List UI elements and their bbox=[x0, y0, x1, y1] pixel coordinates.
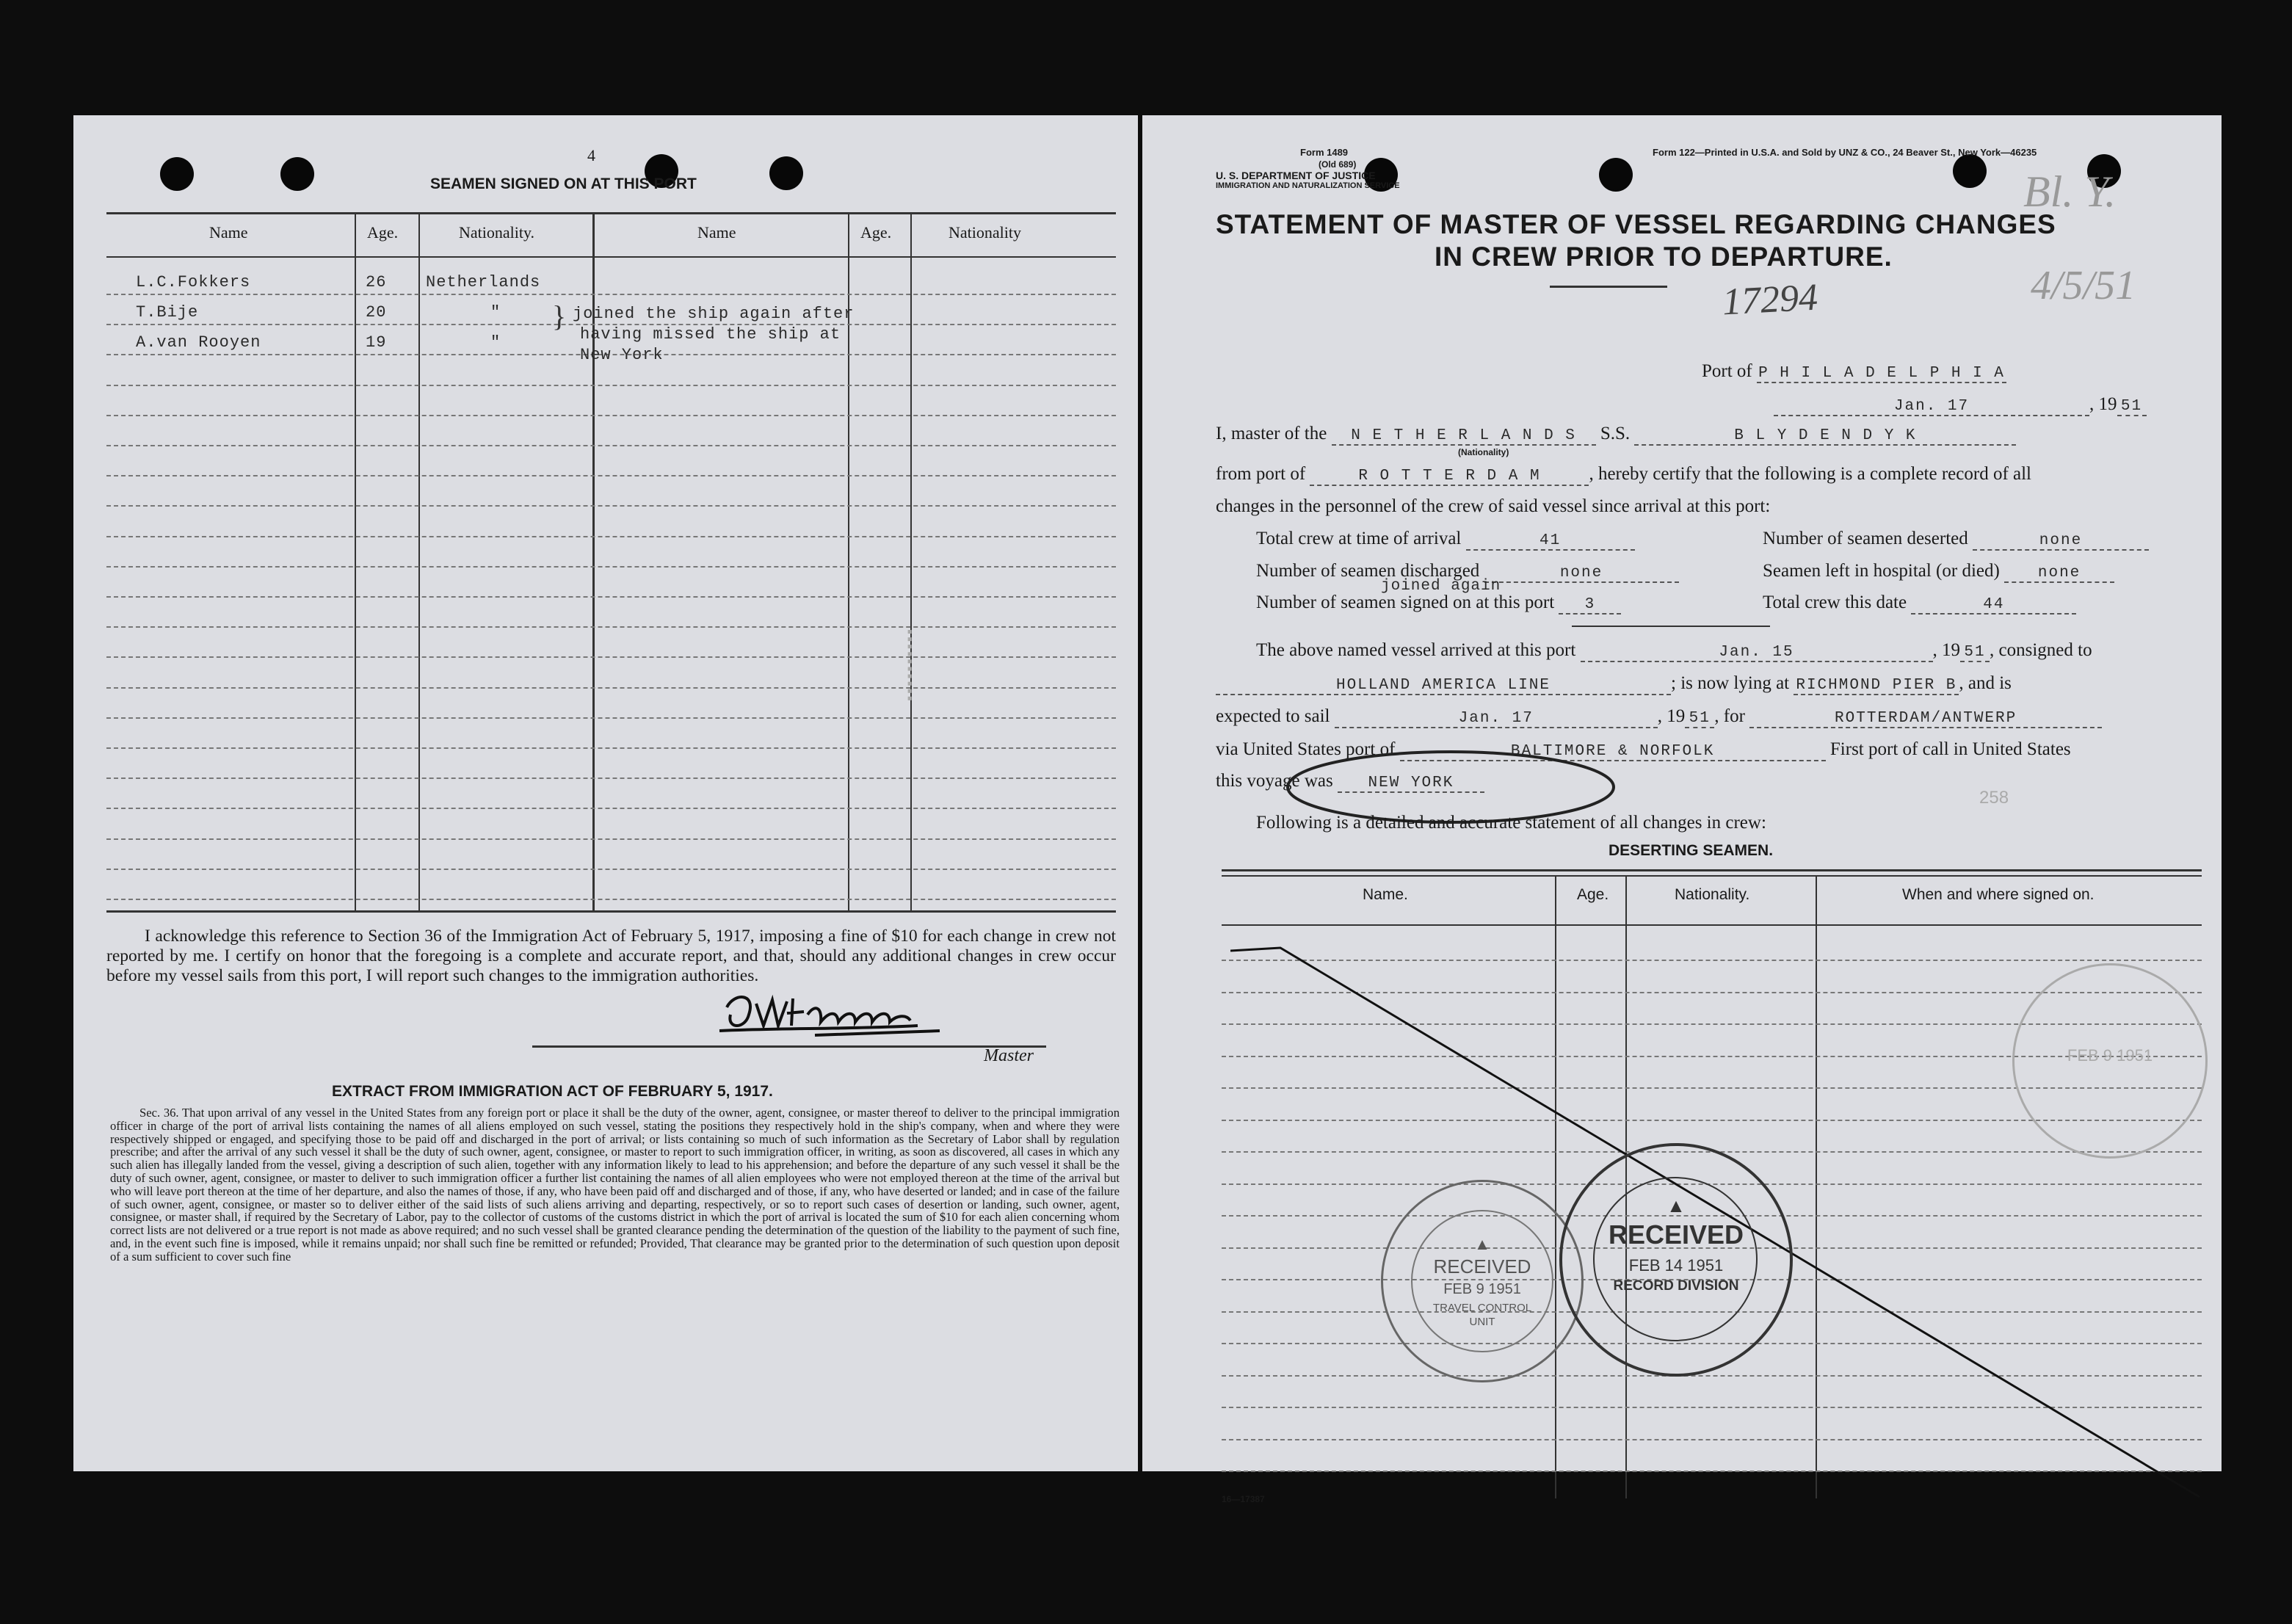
voyage-label: this voyage was bbox=[1216, 771, 1333, 791]
deserted-value: none bbox=[1973, 532, 2149, 551]
table-header-rule bbox=[1222, 924, 2202, 926]
column-divider bbox=[910, 214, 912, 910]
arrived-year: 51 bbox=[1960, 644, 1990, 662]
sail-date: Jan. 17 bbox=[1335, 710, 1658, 728]
joined-again-note: joined again bbox=[1381, 578, 1501, 595]
year-prefix: , 19 bbox=[1932, 640, 1961, 660]
hospital-label: Seamen left in hospital (or died) bbox=[1763, 561, 2000, 581]
stamp-date: FEB 9 1951 bbox=[2067, 1046, 2153, 1065]
year-prefix: , 19 bbox=[2089, 394, 2117, 414]
master-of-the-label: I, master of the bbox=[1216, 424, 1327, 443]
consignee-line bbox=[1216, 673, 2012, 695]
from-port-label: from port of bbox=[1216, 464, 1306, 484]
arrived-label: The above named vessel arrived at this port bbox=[1256, 640, 1576, 660]
row-line bbox=[106, 626, 1116, 628]
form-title: IN CREW PRIOR TO DEPARTURE. bbox=[1435, 242, 1893, 272]
row-line bbox=[106, 596, 1116, 598]
faint-stamp: ▪▪▪▪▪▪▪▪▪▪ bbox=[902, 629, 918, 703]
handwritten-number: 17294 bbox=[1721, 276, 1819, 324]
row-line bbox=[106, 566, 1116, 568]
date-line bbox=[1774, 394, 2147, 416]
signature-line bbox=[532, 1045, 1046, 1048]
left-page bbox=[73, 115, 1138, 1471]
table-row-age: 26 bbox=[366, 273, 387, 291]
discharged-label: Number of seamen discharged bbox=[1256, 561, 1480, 581]
printer-line: Form 122—Printed in U.S.A. and Sold by UNZ & CO., 24 Beaver St., New York—46235 bbox=[1653, 147, 2037, 158]
table-row-nationality: Netherlands bbox=[426, 273, 541, 291]
right-page bbox=[1142, 115, 2222, 1504]
punch-hole bbox=[1599, 158, 1633, 192]
page-title: SEAMEN SIGNED ON AT THIS PORT bbox=[430, 175, 697, 192]
date-value: Jan. 17 bbox=[1774, 398, 2089, 416]
table-top-rule bbox=[1222, 875, 2202, 877]
rule bbox=[1572, 626, 1770, 627]
page-number: 4 bbox=[587, 146, 595, 164]
header-age: Age. bbox=[1577, 886, 1609, 903]
total-crew-date bbox=[1763, 592, 2076, 615]
signed-on-label: Number of seamen signed on at this port bbox=[1256, 592, 1555, 612]
total-crew-arrival bbox=[1256, 529, 1635, 551]
for-label: , for bbox=[1714, 706, 1745, 726]
and-is-label: , and is bbox=[1959, 673, 2012, 693]
sail-year: 51 bbox=[1685, 710, 1714, 728]
row-line bbox=[106, 656, 1116, 658]
table-row-nationality: " bbox=[490, 333, 501, 352]
expected-label: expected to sail bbox=[1216, 706, 1330, 726]
header-name: Name bbox=[697, 223, 736, 242]
old-form-number: (Old 689) bbox=[1319, 159, 1357, 170]
form-number: Form 1489 bbox=[1300, 147, 1349, 158]
table-note: New York bbox=[580, 346, 664, 364]
port-value: P H I L A D E L P H I A bbox=[1757, 365, 2006, 383]
table-header-rule bbox=[106, 256, 1116, 258]
lying-at-value: RICHMOND PIER B bbox=[1794, 677, 1959, 695]
header-age: Age. bbox=[860, 223, 892, 242]
deserted-label: Number of seamen deserted bbox=[1763, 529, 1968, 548]
department: U. S. DEPARTMENT OF JUSTICE bbox=[1216, 170, 1376, 181]
stamp-division: RECORD DIVISION bbox=[1613, 1278, 1739, 1294]
table-note: joined the ship again after bbox=[573, 305, 855, 323]
punch-hole bbox=[769, 156, 803, 190]
row-line bbox=[106, 717, 1116, 719]
seamen-signed-on bbox=[1256, 592, 1621, 615]
signed-on-value: 3 bbox=[1559, 596, 1621, 615]
column-divider bbox=[355, 214, 356, 910]
port-label: Port of bbox=[1702, 361, 1752, 381]
via-label: via United States port of bbox=[1216, 739, 1396, 759]
total-crew-arrival-value: 41 bbox=[1466, 532, 1635, 551]
row-line bbox=[106, 445, 1116, 446]
discharged-value: none bbox=[1484, 565, 1679, 583]
table-row-name: T.Bije bbox=[136, 303, 199, 322]
destination-value: ROTTERDAM/ANTWERP bbox=[1749, 710, 2102, 728]
title-underline bbox=[1550, 286, 1667, 288]
total-crew-arrival-label: Total crew at time of arrival bbox=[1256, 529, 1462, 548]
table-top-rule bbox=[1222, 869, 2202, 871]
table-row-age: 20 bbox=[366, 303, 387, 322]
header-nationality: Nationality bbox=[949, 223, 1021, 242]
certify-text: , hereby certify that the following is a complete record of all bbox=[1589, 464, 2032, 484]
header-name: Name. bbox=[1363, 886, 1408, 903]
total-crew-date-value: 44 bbox=[1911, 596, 2076, 615]
table-top-rule bbox=[106, 212, 1116, 214]
table-row-name: L.C.Fokkers bbox=[136, 273, 251, 291]
table-note: having missed the ship at bbox=[580, 325, 841, 344]
punch-hole bbox=[1953, 154, 1987, 188]
row-line bbox=[106, 505, 1116, 507]
section-36-text: Sec. 36. That upon arrival of any vessel in the United States from any foreign port or place it shall be the duty of the owner, agent, consignee, or master thereof to deliver to the principal immigration officer in charge of the port of arrival lists containing the names of all aliens employed on such vessel, stating the positions they respectively hold in the ship's company, when and where they were respectively shipped or engaged, and specifying those to be paid off and discharged in the port of arrival; or lists containing so much of such information as the Secretary of Labor shall by regulation prescribe; and after the arrival of any such vessel it shall be the duty of such owner, agent, consignee, or master to report to such immigration officer, in writing, as soon as discovered, all cases in which any such alien has illegally landed from the vessel, giving a description of such alien, together with any information likely to lead to his apprehension; and before the departure of any such vessel it shall be the duty of such owner, agent, consignee, or master to deliver to such immigration officer a further list containing the names of all alien employees who were not employed thereon at the time of the arrival but who will leave port thereon at the time of her departure, and also the names of those, if any, who have been paid off and discharged and of those, if any, who have deserted or landed; and in case of the failure of such owner, agent, consignee, or master so to deliver either of the said lists of such aliens arriving and departing, respectively, or so to report such cases of desertion or landing, such owner, agent, consignee, or master shall, if required by the Secretary of Labor, pay to the collector of customs of the customs district in which the port of arrival is located the sum of $10 for each alien concerning whom correct lists are not delivered or a true report is not made as above required; and no such vessel shall be granted clearance pending the determination of the question of the liability to the payment of such fine, and, in the event such fine is imposed, while it remains unpaid; nor shall such fine be remitted or refunded; Provided, That clearance may be granted prior to the determination of such question upon deposit of a sum sufficient to cover such fine bbox=[110, 1106, 1120, 1264]
stamp-unit: UNIT bbox=[1469, 1316, 1495, 1328]
row-line bbox=[106, 838, 1116, 840]
table-row-nationality: " bbox=[490, 303, 501, 322]
form-title: STATEMENT OF MASTER OF VESSEL REGARDING CHANGES bbox=[1216, 209, 2056, 239]
header-name: Name bbox=[209, 223, 248, 242]
from-port-value: R O T T E R D A M bbox=[1310, 468, 1589, 486]
row-line bbox=[106, 808, 1116, 809]
table-row-name: A.van Rooyen bbox=[136, 333, 261, 352]
stamp-received: RECEIVED bbox=[1433, 1255, 1531, 1277]
row-line bbox=[106, 294, 1116, 295]
hospital-value: none bbox=[2004, 565, 2114, 583]
header-nationality: Nationality. bbox=[459, 223, 535, 242]
received-stamp: ▲ RECEIVED FEB 14 1951 RECORD DIVISION bbox=[1559, 1143, 1793, 1377]
handwritten-mark: Bl. Y. bbox=[2023, 167, 2117, 216]
master-line bbox=[1216, 424, 2016, 446]
from-port-line bbox=[1216, 464, 2031, 486]
received-stamp: ▲ RECEIVED FEB 9 1951 TRAVEL CONTROL UNIT bbox=[1381, 1180, 1584, 1382]
table-bottom-rule bbox=[106, 910, 1116, 913]
certify-line: changes in the personnel of the crew of said vessel since arrival at this port: bbox=[1216, 496, 1771, 516]
row-line bbox=[106, 777, 1116, 779]
acknowledgment-text: I acknowledge this reference to Section 36 of the Immigration Act of February 5, 1917, imposing a fine of $10 for each change in crew not reported by me. I certify on honor that the foregoing is a complete and accurate report, and that, should any additional changes in crew occur before my vessel sails from this port, I will report such changes to the immigration authorities. bbox=[106, 927, 1116, 985]
header-when-where: When and where signed on. bbox=[1902, 886, 2095, 903]
table-row-age: 19 bbox=[366, 333, 387, 352]
punch-hole bbox=[160, 157, 194, 191]
nationality-caption: (Nationality) bbox=[1458, 447, 1509, 457]
extract-title: EXTRACT FROM IMMIGRATION ACT OF FEBRUARY 5, 1917. bbox=[332, 1083, 773, 1100]
stamp-received: RECEIVED bbox=[1608, 1219, 1744, 1250]
handwritten-mark: 4/5/51 bbox=[2031, 263, 2136, 308]
expected-line bbox=[1216, 706, 2102, 728]
row-line bbox=[106, 415, 1116, 416]
arrived-line bbox=[1256, 640, 2092, 662]
stamp-date: FEB 14 1951 bbox=[1628, 1256, 1724, 1275]
first-port-label: First port of call in United States bbox=[1829, 739, 2071, 759]
stamp-date: FEB 9 1951 bbox=[1443, 1281, 1521, 1297]
header-nationality: Nationality. bbox=[1675, 886, 1750, 903]
date-year: 51 bbox=[2117, 398, 2147, 416]
consigned-label: , consigned to bbox=[1990, 640, 2092, 660]
footer-code: 16—17387 bbox=[1222, 1494, 1265, 1504]
port-line bbox=[1702, 361, 2006, 383]
received-stamp bbox=[2012, 963, 2208, 1159]
row-line bbox=[106, 475, 1116, 476]
row-line bbox=[106, 869, 1116, 870]
column-divider bbox=[418, 214, 420, 910]
seamen-deserted bbox=[1763, 529, 2149, 551]
service: IMMIGRATION AND NATURALIZATION SERVICE bbox=[1216, 181, 1400, 190]
master-label: Master bbox=[984, 1046, 1034, 1065]
arrived-date: Jan. 15 bbox=[1581, 644, 1933, 662]
ss-label: S.S. bbox=[1600, 424, 1631, 443]
brace-mark: } bbox=[552, 300, 567, 333]
row-line bbox=[106, 385, 1116, 386]
row-line bbox=[106, 687, 1116, 689]
total-crew-date-label: Total crew this date bbox=[1763, 592, 1907, 612]
stamp-unit: TRAVEL CONTROL bbox=[1432, 1302, 1532, 1314]
master-signature bbox=[705, 985, 1013, 1044]
vessel-value: B L Y D E N D Y K bbox=[1634, 427, 2016, 446]
header-age: Age. bbox=[367, 223, 399, 242]
row-line bbox=[106, 899, 1116, 900]
following-text: Following is a detailed and accurate statement of all changes in crew: bbox=[1256, 813, 1766, 833]
lying-label: ; is now lying at bbox=[1671, 673, 1790, 693]
consignee-value: HOLLAND AMERICA LINE bbox=[1216, 677, 1671, 695]
deserting-title: DESERTING SEAMEN. bbox=[1609, 842, 1774, 859]
faint-number: 258 bbox=[1979, 788, 2009, 808]
row-line bbox=[106, 747, 1116, 749]
nationality-value: N E T H E R L A N D S bbox=[1332, 427, 1596, 446]
seamen-hospital bbox=[1763, 561, 2114, 583]
year-prefix: , 19 bbox=[1657, 706, 1686, 726]
via-port-value: BALTIMORE & NORFOLK bbox=[1400, 743, 1826, 761]
first-port-value: NEW YORK bbox=[1338, 775, 1484, 793]
row-line bbox=[106, 536, 1116, 537]
punch-hole bbox=[280, 157, 314, 191]
